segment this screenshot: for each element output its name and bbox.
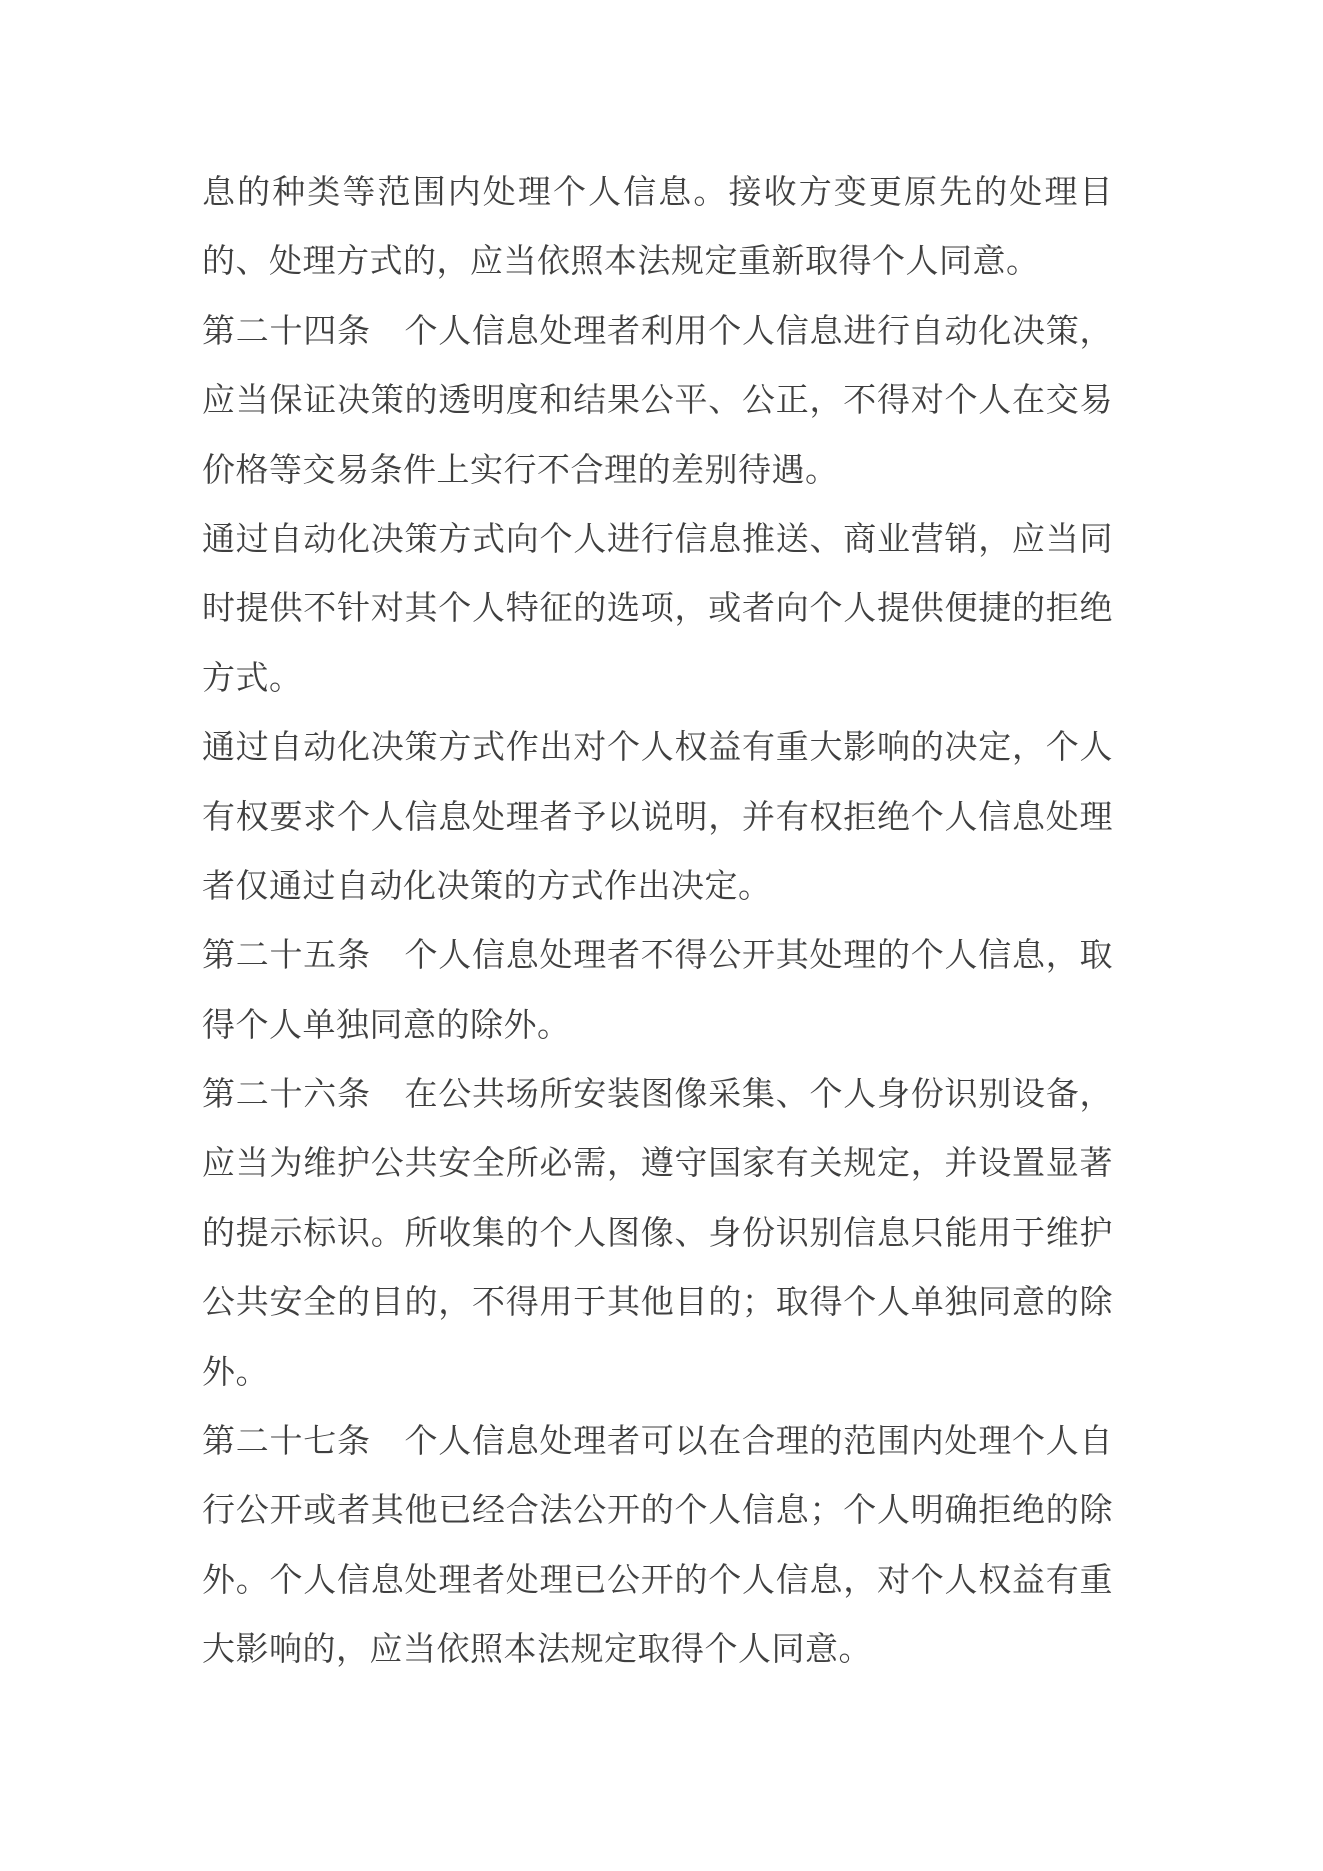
paragraph-article-24-clause-2 xyxy=(202,506,1113,714)
document-body xyxy=(202,159,1113,1686)
document-line: 价格等交易条件上实行不合理的差别待遇。 xyxy=(202,452,839,489)
document-line: 的、处理方式的，应当依照本法规定重新取得个人同意。 xyxy=(202,244,1040,281)
document-line: 通过自动化决策方式作出对个人权益有重大影响的决定，个人 xyxy=(202,730,1113,767)
document-line: 得个人单独同意的除外。 xyxy=(202,1007,571,1044)
document-line: 者仅通过自动化决策的方式作出决定。 xyxy=(202,868,772,905)
document-line: 第二十五条 个人信息处理者不得公开其处理的个人信息，取 xyxy=(202,938,1113,975)
paragraph-article-24-clause-1 xyxy=(202,298,1113,506)
document-line: 公共安全的目的，不得用于其他目的；取得个人单独同意的除 xyxy=(202,1285,1113,1322)
document-line: 第二十四条 个人信息处理者利用个人信息进行自动化决策， xyxy=(202,313,1113,350)
document-line: 应当为维护公共安全所必需，遵守国家有关规定，并设置显著 xyxy=(202,1146,1113,1183)
document-line: 第二十七条 个人信息处理者可以在合理的范围内处理个人自 xyxy=(202,1424,1113,1461)
document-line: 时提供不针对其个人特征的选项，或者向个人提供便捷的拒绝 xyxy=(202,591,1113,628)
document-line: 息的种类等范围内处理个人信息。接收方变更原先的处理目 xyxy=(202,175,1113,211)
document-line: 大影响的，应当依照本法规定取得个人同意。 xyxy=(202,1632,872,1669)
paragraph-continuation xyxy=(202,159,1113,298)
paragraph-article-26 xyxy=(202,1061,1113,1408)
paragraph-article-25 xyxy=(202,922,1113,1061)
document-line: 外。 xyxy=(202,1354,269,1391)
document-line: 通过自动化决策方式向个人进行信息推送、商业营销，应当同 xyxy=(202,521,1113,558)
document-line: 行公开或者其他已经合法公开的个人信息；个人明确拒绝的除 xyxy=(202,1493,1113,1530)
document-line: 应当保证决策的透明度和结果公平、公正，不得对个人在交易 xyxy=(202,383,1113,420)
paragraph-article-27 xyxy=(202,1408,1113,1686)
document-line: 第二十六条 在公共场所安装图像采集、个人身份识别设备， xyxy=(202,1077,1113,1114)
document-line: 有权要求个人信息处理者予以说明，并有权拒绝个人信息处理 xyxy=(202,799,1113,836)
paragraph-article-24-clause-3 xyxy=(202,714,1113,922)
document-line: 方式。 xyxy=(202,660,303,697)
document-line: 外。个人信息处理者处理已公开的个人信息，对个人权益有重 xyxy=(202,1562,1113,1599)
document-line: 的提示标识。所收集的个人图像、身份识别信息只能用于维护 xyxy=(202,1215,1113,1252)
